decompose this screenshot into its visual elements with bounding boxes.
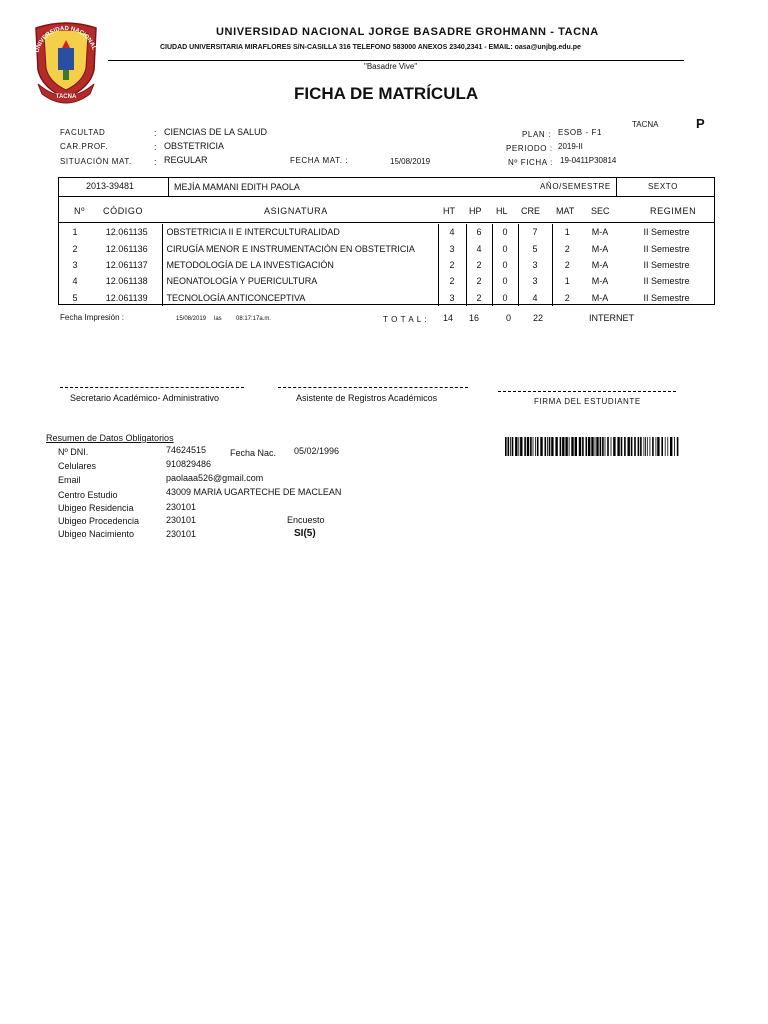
carprof-value: OBSTETRICIA [164, 141, 225, 151]
student-signature-label: FIRMA DEL ESTUDIANTE [534, 397, 641, 406]
signature-line-assistant [278, 387, 468, 388]
colon: : [154, 157, 157, 167]
email-value: paolaaa526@gmail.com [166, 473, 264, 483]
course-name: NEONATOLOGÍA Y PUERICULTURA [162, 273, 438, 289]
course-ht: 2 [438, 273, 466, 289]
print-date: 15/08/2019 [176, 316, 207, 322]
course-hl: 0 [492, 290, 518, 306]
city-label: TACNA [632, 120, 659, 129]
total-ht: 14 [443, 313, 454, 323]
course-cre: 4 [518, 290, 552, 306]
assistant-signature-label: Asistente de Registros Académicos [296, 393, 438, 403]
plan-label: PLAN : [522, 130, 551, 139]
table-row [58, 224, 715, 240]
summary-title: Resumen de Datos Obligatorios [46, 433, 174, 443]
col-header-cre: CRE [521, 206, 541, 216]
course-cre: 3 [518, 273, 552, 289]
total-label: T O T A L : [383, 315, 428, 324]
page-title: FICHA DE MATRÍCULA [294, 84, 479, 103]
course-mat: 2 [552, 257, 582, 273]
course-code: 12.061138 [105, 276, 148, 287]
course-cre: 7 [518, 224, 552, 240]
birth-value: 05/02/1996 [294, 446, 340, 456]
col-header-mat: MAT [556, 206, 575, 216]
dni-label: Nº DNI. [58, 447, 89, 457]
col-header-ht: HT [443, 206, 455, 216]
col-header-hl: HL [496, 206, 508, 216]
course-name: METODOLOGÍA DE LA INVESTIGACIÓN [162, 257, 438, 273]
origin-label: Ubigeo Procedencia [58, 516, 140, 526]
colon: : [154, 128, 157, 138]
course-sec: M-A [591, 292, 609, 303]
col-header-sec: SEC [591, 206, 610, 216]
total-cre: 22 [533, 313, 544, 323]
col-header-subject: ASIGNATURA [264, 206, 328, 216]
course-hl: 0 [492, 224, 518, 240]
course-name: TECNOLOGÍA ANTICONCEPTIVA [162, 290, 438, 306]
university-seal-logo [28, 18, 104, 104]
periodo-label: PERIODO : [506, 144, 553, 153]
enrollment-mode: INTERNET [589, 313, 634, 323]
residence-label: Ubigeo Residencia [58, 503, 134, 513]
table-row [58, 273, 715, 289]
course-hl: 0 [492, 273, 518, 289]
survey-label: Encuesto [287, 515, 325, 525]
course-code: 12.061137 [105, 259, 148, 270]
course-hl: 0 [492, 257, 518, 273]
course-sec: M-A [591, 259, 609, 270]
course-name: CIRUGÍA MENOR E INSTRUMENTACIÓN EN OBSTETRICIA [162, 240, 438, 256]
row-number: 3 [72, 259, 78, 270]
col-header-hp: HP [469, 206, 482, 216]
dni-value: 74624515 [166, 445, 207, 455]
ficha-label: Nº FICHA : [508, 158, 553, 167]
colon: : [154, 142, 157, 152]
course-ht: 2 [438, 257, 466, 273]
course-hl: 0 [492, 240, 518, 256]
periodo-value: 2019-II [558, 142, 583, 151]
header-divider [108, 60, 684, 61]
row-divider [58, 196, 715, 197]
university-name: UNIVERSIDAD NACIONAL JORGE BASADRE GROHMANN - TACNA [216, 26, 599, 38]
barcode-icon [505, 437, 681, 456]
fecha-mat-label: FECHA MAT. : [290, 156, 349, 165]
facultad-label: FACULTAD [60, 128, 106, 137]
mark-p: P [696, 116, 705, 131]
facultad-value: CIENCIAS DE LA SALUD [164, 127, 268, 137]
course-code: 12.061135 [105, 227, 148, 238]
course-ht: 3 [438, 290, 466, 306]
row-number: 1 [72, 227, 78, 238]
phone-value: 910829486 [166, 459, 212, 469]
courses-table [58, 224, 715, 306]
course-sec: M-A [591, 227, 609, 238]
motto: "Basadre Vive" [364, 62, 418, 71]
birthplace-value: 230101 [166, 529, 197, 539]
course-hp: 6 [466, 224, 492, 240]
col-header-regimen: REGIMEN [650, 206, 697, 216]
course-sec: M-A [591, 276, 609, 287]
course-cre: 3 [518, 257, 552, 273]
course-regimen: II Semestre [643, 276, 690, 287]
table-row [58, 240, 715, 256]
plan-value: ESOB - F1 [558, 128, 603, 137]
course-cre: 5 [518, 240, 552, 256]
course-regimen: II Semestre [643, 227, 690, 238]
situacion-label: SITUACIÓN MAT. [60, 157, 132, 166]
col-divider [616, 177, 617, 196]
print-time-label: las [214, 316, 222, 322]
course-mat: 1 [552, 273, 582, 289]
phone-label: Celulares [58, 461, 97, 471]
course-regimen: II Semestre [643, 243, 690, 254]
carprof-label: CAR.PROF. [60, 142, 109, 151]
course-hp: 2 [466, 257, 492, 273]
course-sec: M-A [591, 243, 609, 254]
course-mat: 1 [552, 224, 582, 240]
year-value: SEXTO [648, 182, 678, 191]
svg-text:TACNA: TACNA [55, 94, 77, 100]
situacion-value: REGULAR [164, 155, 208, 165]
course-code: 12.061136 [105, 243, 148, 254]
university-address: CIUDAD UNIVERSITARIA MIRAFLORES S/N-CASILLA 316 TELEFONO 583000 ANEXOS 2340,2341 - EMAIL: oasa@unjbg.edu.pe [160, 44, 581, 51]
survey-value: SI(5) [294, 528, 316, 539]
course-hp: 2 [466, 290, 492, 306]
origin-value: 230101 [166, 515, 197, 525]
year-label: AÑO/SEMESTRE [540, 182, 611, 191]
row-number: 4 [72, 276, 78, 287]
total-hp: 16 [469, 313, 480, 323]
table-row [58, 257, 715, 273]
course-name: OBSTETRICIA II E INTERCULTURALIDAD [162, 224, 438, 240]
course-code: 12.061139 [105, 292, 148, 303]
school-value: 43009 MARIA UGARTECHE DE MACLEAN [166, 487, 342, 497]
secretary-signature-label: Secretario Académico- Administrativo [70, 393, 220, 403]
ficha-value: 19-0411P30814 [560, 156, 617, 165]
fecha-mat-value: 15/08/2019 [390, 157, 431, 166]
course-ht: 4 [438, 224, 466, 240]
course-mat: 2 [552, 240, 582, 256]
email-label: Email [58, 475, 81, 485]
student-name: MEJÍA MAMANI EDITH PAOLA [174, 182, 300, 192]
course-regimen: II Semestre [643, 292, 690, 303]
svg-text:UNIVERSIDAD NACIONAL: UNIVERSIDAD NACIONAL [34, 25, 97, 54]
course-ht: 3 [438, 240, 466, 256]
total-hl: 0 [506, 313, 512, 323]
birth-label: Fecha Nac. [230, 448, 277, 458]
course-regimen: II Semestre [643, 259, 690, 270]
course-hp: 4 [466, 240, 492, 256]
row-number: 5 [72, 292, 78, 303]
course-hp: 2 [466, 273, 492, 289]
col-divider [168, 177, 169, 196]
print-date-label: Fecha Impresión : [60, 313, 125, 322]
school-label: Centro Estudio [58, 490, 118, 500]
print-time: 08:17:17a.m. [236, 316, 272, 322]
signature-line-student [498, 391, 676, 392]
residence-value: 230101 [166, 502, 197, 512]
signature-line-secretary [60, 387, 244, 388]
header-divider-line [58, 222, 715, 223]
birthplace-label: Ubigeo Nacimiento [58, 529, 135, 539]
course-mat: 2 [552, 290, 582, 306]
row-number: 2 [72, 243, 78, 254]
col-header-code: CÓDIGO [103, 206, 144, 216]
table-row [58, 290, 715, 306]
col-header-n: Nº [74, 206, 85, 216]
student-code: 2013-39481 [86, 181, 135, 191]
